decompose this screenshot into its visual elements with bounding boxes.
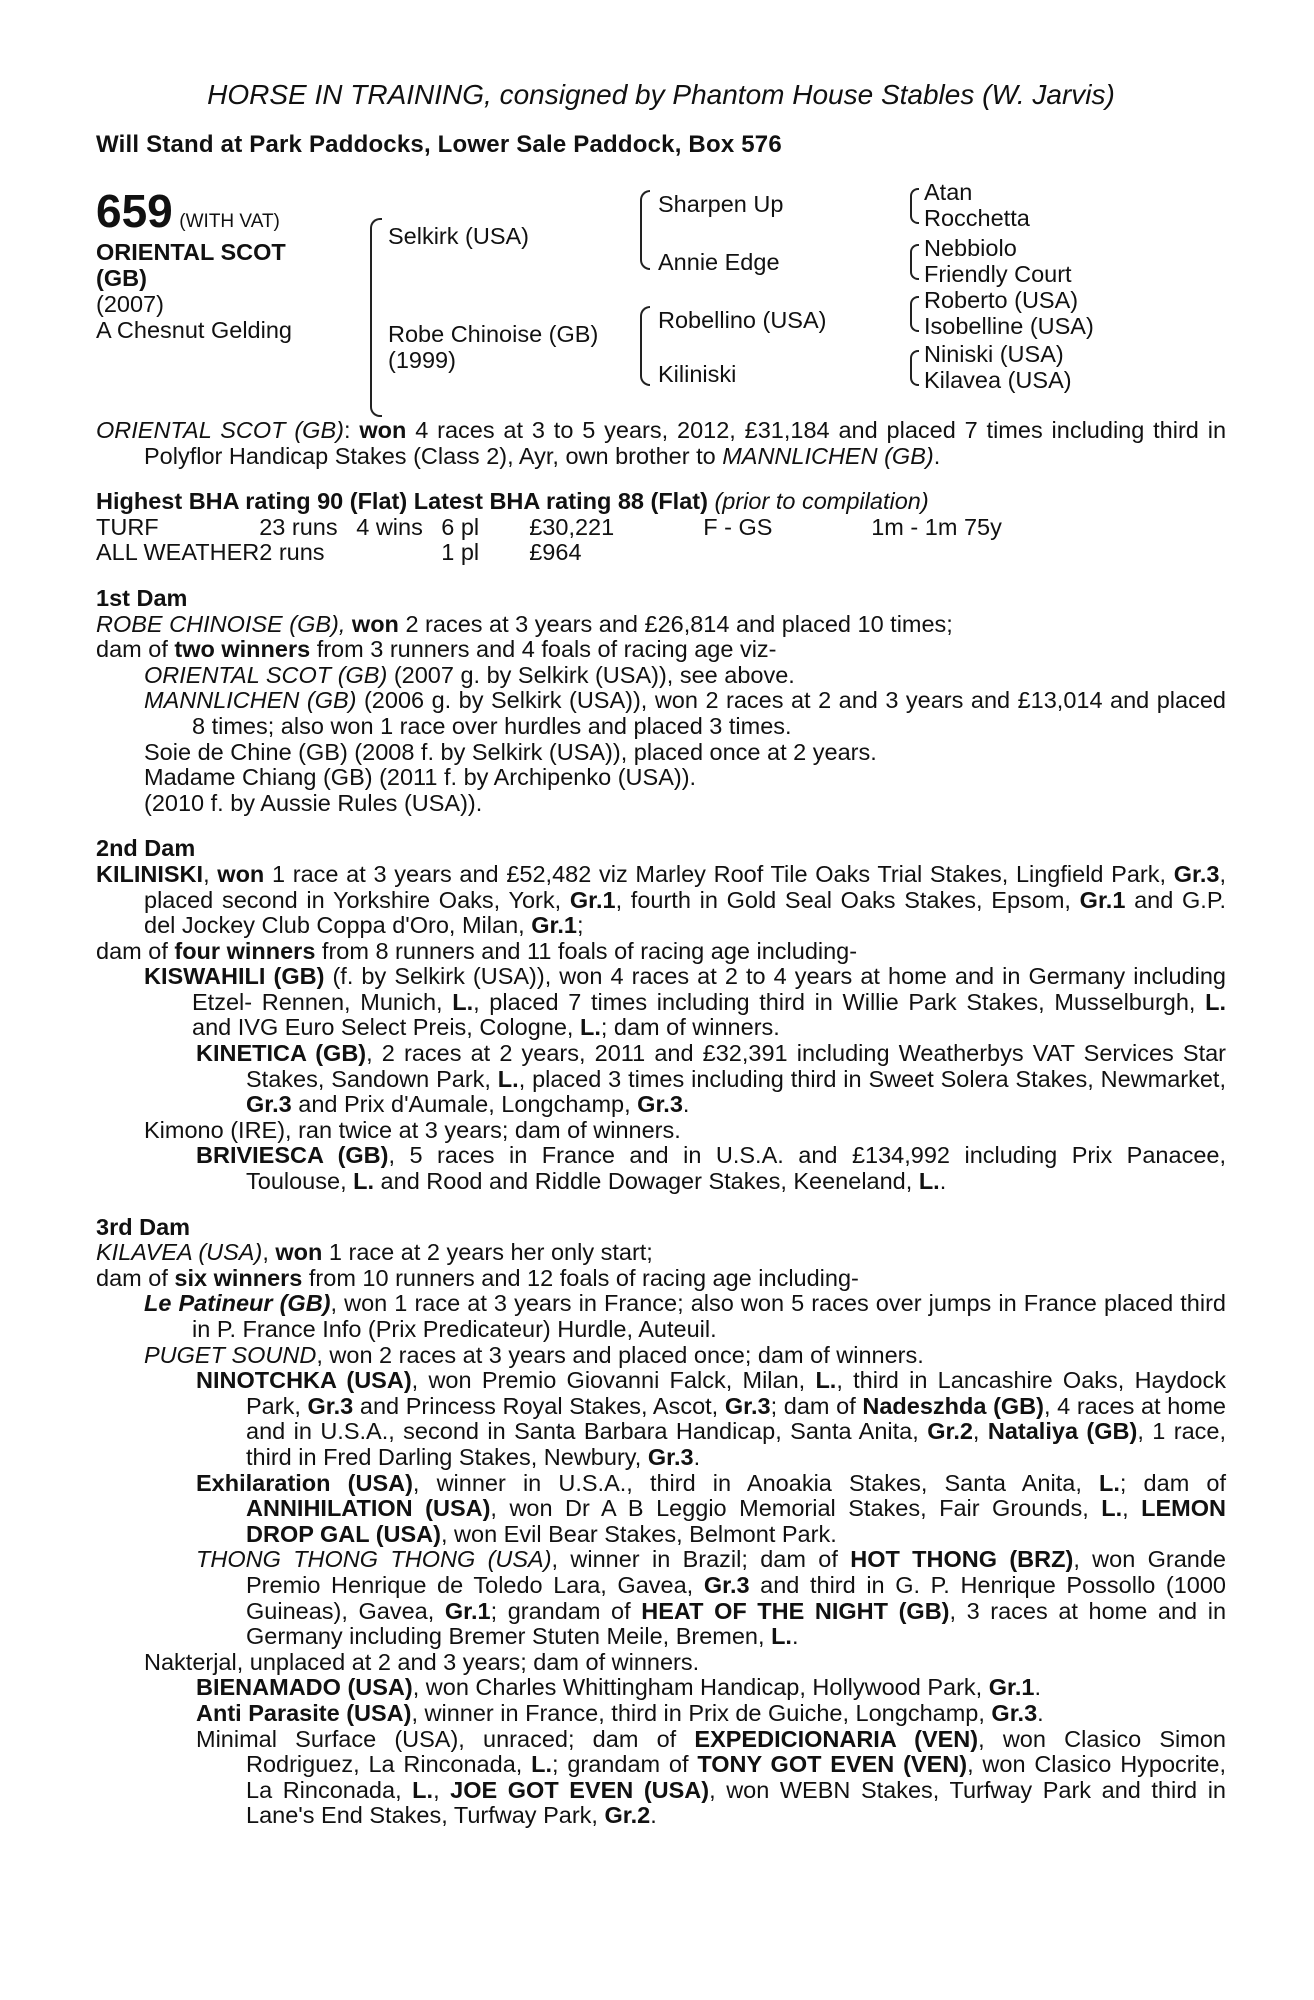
sire-dam: Annie Edge: [658, 249, 780, 275]
second-dam-produce-intro: dam of four winners from 8 runners and 11 foals of racing age including-: [96, 937, 858, 964]
brace-g56: [910, 296, 919, 332]
horse-year: (2007): [96, 291, 164, 317]
first-dam-record: ROBE CHINOISE (GB), won 2 races at 3 years and £26,814 and placed 10 times;: [96, 610, 953, 637]
brace-g34: [910, 244, 919, 280]
grandsire-1: Atan: [924, 179, 973, 205]
section-heading: 3rd Dam: [96, 1213, 191, 1240]
brace-g12: [910, 188, 919, 224]
grandsire-2: Nebbiolo: [924, 235, 1017, 261]
dam: Robe Chinoise (GB): [388, 321, 599, 347]
granddam-3: Isobelline (USA): [924, 313, 1094, 339]
list-item: NINOTCHKA (USA), won Premio Giovanni Falck, Milan, L., third in Lancashire Oaks, Haydock Park, Gr.3 and Princess Royal Stakes, Ascot, Gr.3; dam of Nadeszhda (GB), 4 races at home and in U.S.A., second in Santa Barbara Handicap, Santa Anita, Gr.2, Nataliya (GB), 1 race, third in Fred Darling Stakes, Newbury, Gr.3.: [196, 1367, 1226, 1470]
first-dam-produce-intro: dam of two winners from 3 runners and 4 foals of racing age viz-: [96, 636, 777, 663]
ratings-line: Highest BHA rating 90 (Flat) Latest BHA rating 88 (Flat) (prior to compilation): [96, 488, 929, 515]
grandsire-4: Niniski (USA): [924, 341, 1064, 367]
ratings-section: [96, 489, 1226, 566]
horse-description: A Chesnut Gelding: [96, 317, 292, 343]
pedigree-block: [96, 179, 1226, 418]
list-item: Madame Chiang (GB) (2011 f. by Archipenko (USA)).: [144, 764, 697, 791]
granddam-4: Kilavea (USA): [924, 367, 1072, 393]
third-dam-produce-intro: dam of six winners from 10 runners and 12 foals of racing age including-: [96, 1264, 859, 1291]
list-item: Kimono (IRE), ran twice at 3 years; dam of winners.: [144, 1116, 681, 1143]
dam-year: (1999): [388, 347, 456, 373]
section-heading: 1st Dam: [96, 584, 188, 611]
sire-brace: [640, 190, 650, 270]
second-dam-record: KILINISKI, won 1 race at 3 years and £52,482 viz Marley Roof Tile Oaks Trial Stakes, Lingfield Park, Gr.3, placed second in Yorkshire Oaks, York, Gr.1, fourth in Gold Seal Oaks Stakes, Epsom, Gr.1 and G.P. del Jockey Club Coppa d'Oro, Milan, Gr.1;: [96, 860, 1226, 939]
pedigree-brace: [370, 218, 382, 417]
list-item: KINETICA (GB), 2 races at 2 years, 2011 and £32,391 including Weatherbys VAT Services Star Stakes, Sandown Park, L., placed 3 times including third in Sweet Solera Stakes, Newmarket, Gr.3 and Prix d'Aumale, Longchamp, Gr.3.: [196, 1040, 1227, 1118]
dam-dam: Kiliniski: [658, 361, 737, 387]
table-row: ALL WEATHER 2 runs 1 pl £964: [96, 539, 582, 566]
first-dam-section: [96, 586, 1226, 816]
list-item: (2010 f. by Aussie Rules (USA)).: [144, 789, 483, 816]
list-item: MANNLICHEN (GB) (2006 g. by Selkirk (USA)), won 2 races at 2 and 3 years and £13,014 and placed 8 times; also won 1 race over hurdles and placed 3 times.: [144, 687, 1226, 739]
horse-country: (GB): [96, 265, 147, 291]
list-item: KISWAHILI (GB) (f. by Selkirk (USA)), won 4 races at 2 to 4 years at home and in Germany including Etzel- Rennen, Munich, L., placed 7 times including third in Willie Park Stakes, Musselburgh, L. and IVG Euro Select Preis, Cologne, L.; dam of winners.: [144, 963, 1226, 1041]
list-item: Minimal Surface (USA), unraced; dam of EXPEDICIONARIA (VEN), won Clasico Simon Rodriguez, La Rinconada, L.; grandam of TONY GOT EVEN (VEN), won Clasico Hypocrite, La Rinconada, L., JOE GOT EVEN (USA), won WEBN Stakes, Turfway Park and third in Lane's End Stakes, Turfway Park, Gr.2.: [196, 1725, 1226, 1829]
page-title: HORSE IN TRAINING, consigned by Phantom House Stables (W. Jarvis): [207, 79, 1115, 110]
horse-name: ORIENTAL SCOT: [96, 239, 286, 265]
ratings-table: [96, 515, 1002, 566]
list-item: BRIVIESCA (GB), 5 races in France and in U.S.A. and £134,992 including Prix Panacee, Toulouse, L. and Rood and Riddle Dowager Stakes, Keeneland, L..: [196, 1142, 1226, 1195]
list-item: ORIENTAL SCOT (GB) (2007 g. by Selkirk (USA)), see above.: [144, 661, 795, 688]
list-item: PUGET SOUND, won 2 races at 3 years and placed once; dam of winners.: [144, 1341, 924, 1368]
grandsire-3: Roberto (USA): [924, 287, 1079, 313]
list-item: Soie de Chine (GB) (2008 f. by Selkirk (USA)), placed once at 2 years.: [144, 738, 877, 765]
list-item: Anti Parasite (USA), winner in France, third in Prix de Guiche, Longchamp, Gr.3.: [196, 1699, 1044, 1726]
section-heading: 2nd Dam: [96, 835, 196, 862]
second-dam-section: [96, 836, 1226, 1194]
stand-location: Will Stand at Park Paddocks, Lower Sale Paddock, Box 576: [96, 131, 782, 158]
sire: Selkirk (USA): [388, 223, 530, 249]
list-item: Nakterjal, unplaced at 2 and 3 years; dam of winners.: [144, 1648, 700, 1675]
vat-note: (WITH VAT): [179, 211, 280, 232]
lot-number: 659: [96, 185, 173, 237]
granddam-1: Rocchetta: [924, 205, 1030, 231]
list-item: Le Patineur (GB), won 1 race at 3 years in France; also won 5 races over jumps in France placed third in P. France Info (Prix Predicateur) Hurdle, Auteuil.: [144, 1290, 1226, 1342]
third-dam-section: [96, 1215, 1226, 1829]
race-summary: ORIENTAL SCOT (GB): won 4 races at 3 to 5 years, 2012, £31,184 and placed 7 times including third in Polyflor Handicap Stakes (Class 2), Ayr, own brother to MANNLICHEN (GB).: [96, 417, 1227, 469]
third-dam-record: KILAVEA (USA), won 1 race at 2 years her only start;: [96, 1239, 653, 1266]
table-row: TURF 23 runs 4 wins 6 pl £30,221 F - GS 1m - 1m 75y: [96, 513, 1002, 540]
list-item: BIENAMADO (USA), won Charles Whittingham Handicap, Hollywood Park, Gr.1.: [196, 1674, 1041, 1701]
brace-g78: [910, 350, 919, 386]
catalogue-page: [96, 78, 1226, 1829]
lot-heading: [96, 186, 280, 236]
granddam-2: Friendly Court: [924, 261, 1072, 287]
sire-sire: Sharpen Up: [658, 191, 784, 217]
list-item: Exhilaration (USA), winner in U.S.A., third in Anoakia Stakes, Santa Anita, L.; dam of ANNIHILATION (USA), won Dr A B Leggio Memorial Stakes, Fair Grounds, L., LEMON DROP GAL (USA), won Evil Bear Stakes, Belmont Park.: [196, 1469, 1227, 1547]
list-item: THONG THONG THONG (USA), winner in Brazil; dam of HOT THONG (BRZ), won Grande Premio Henrique de Toledo Lara, Gavea, Gr.3 and third in G. P. Henrique Possollo (1000 Guineas), Gavea, Gr.1; grandam of HEAT OF THE NIGHT (GB), 3 races at home and in Germany including Bremer Stuten Meile, Bremen, L..: [196, 1546, 1227, 1650]
dam-brace: [640, 306, 650, 386]
dam-sire: Robellino (USA): [658, 307, 827, 333]
